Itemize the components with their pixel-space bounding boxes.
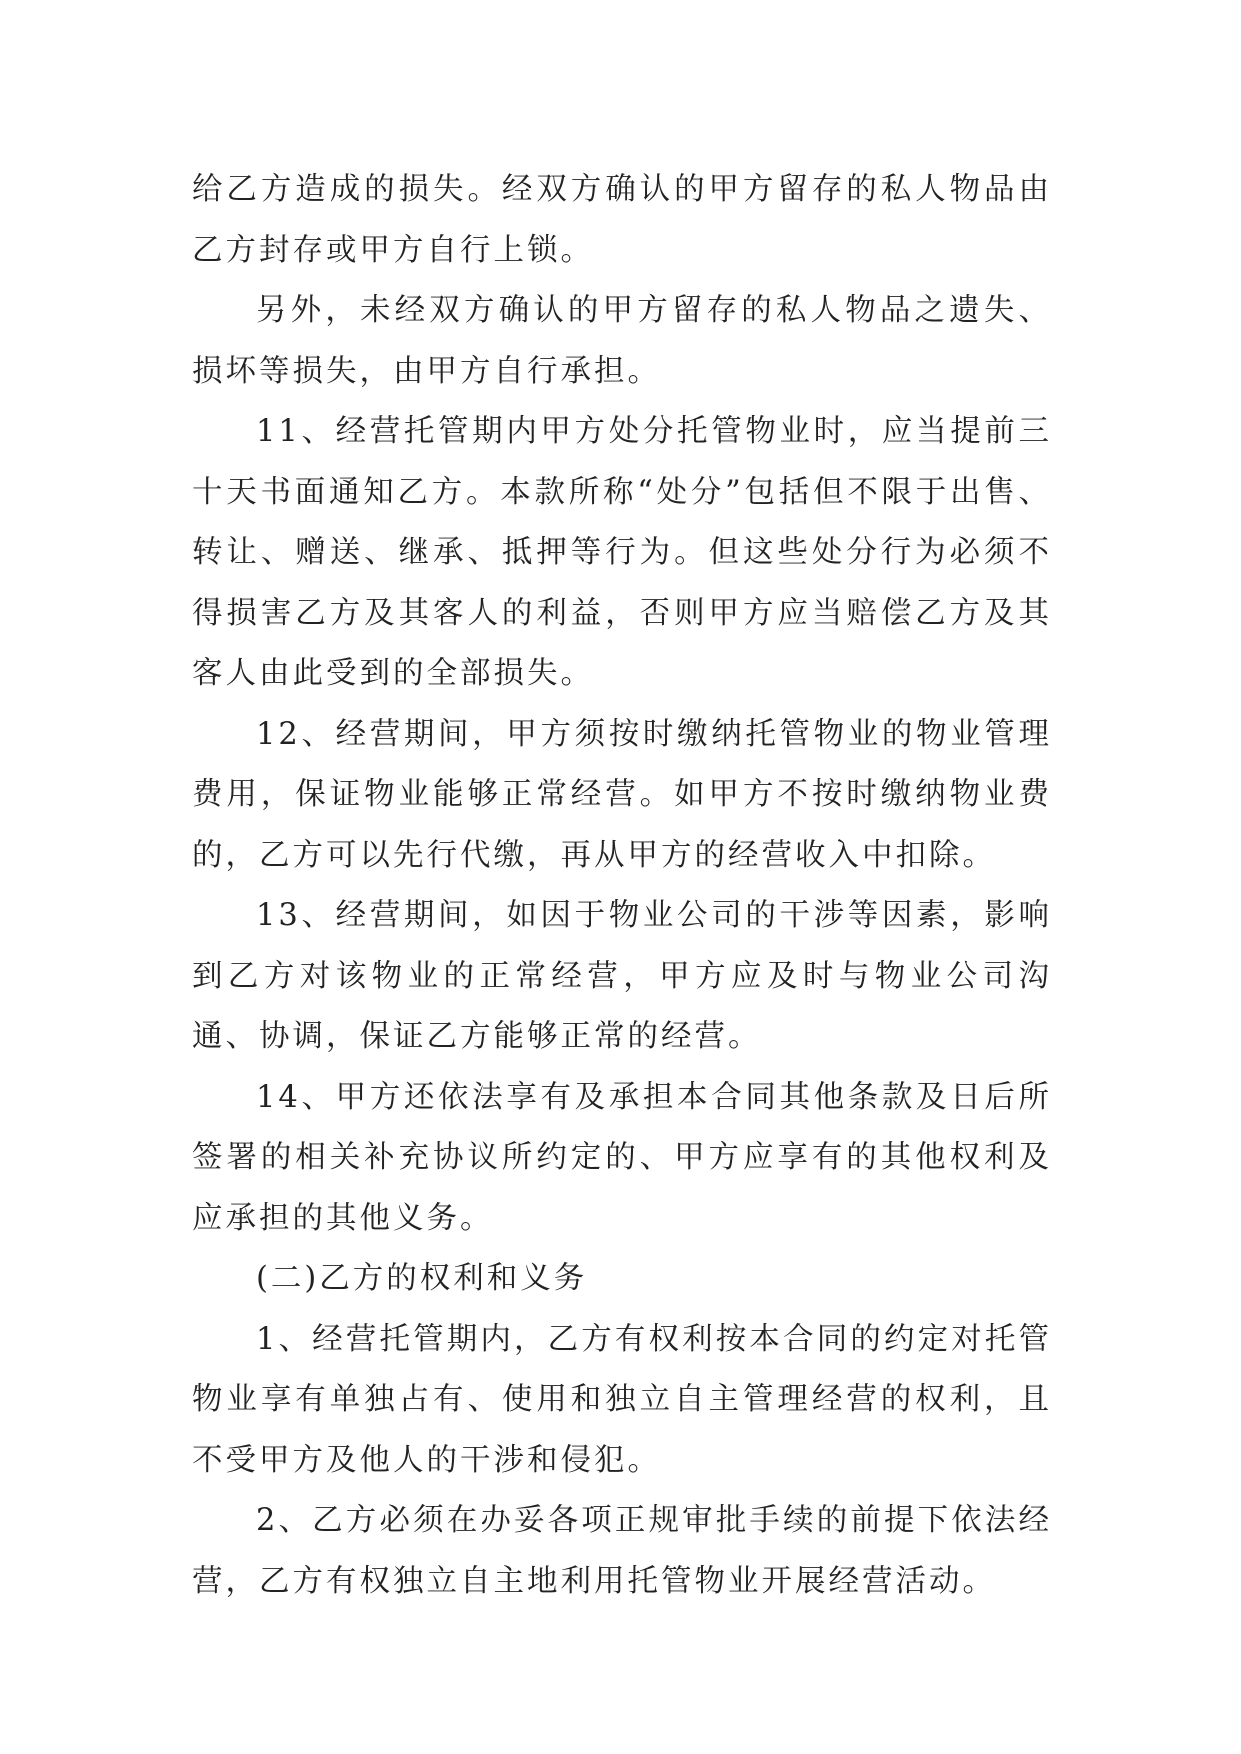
section-heading-party-b: (二)乙方的权利和义务: [256, 1261, 588, 1296]
paragraph-clause-12: 12、经营期间，甲方须按时缴纳托管物业的物业管理费用，保证物业能够正常经营。如甲方不按时缴纳物业费的，乙方可以先行代缴，再从甲方的经营收入中扣除。: [192, 716, 1052, 873]
paragraph-clause-13: 13、经营期间，如因于物业公司的干涉等因素，影响到乙方对该物业的正常经营，甲方应及时与物业公司沟通、协调，保证乙方能够正常的经营。: [192, 898, 1052, 1054]
paragraph-party-b-clause-2: 2、乙方必须在办妥各项正规审批手续的前提下依法经营，乙方有权独立自主地利用托管物业开展经营活动。: [192, 1503, 1052, 1599]
paragraph-party-b-clause-1: 1、经营托管期内，乙方有权利按本合同的约定对托管物业享有单独占有、使用和独立自主管理经营的权利，且不受甲方及他人的干涉和侵犯。: [192, 1321, 1052, 1478]
paragraph-loss-continuation: 给乙方造成的损失。经双方确认的甲方留存的私人物品由乙方封存或甲方自行上锁。: [192, 172, 1052, 268]
paragraph-clause-11: 11、经营托管期内甲方处分托管物业时，应当提前三十天书面通知乙方。本款所称“处分”包括但不限于出售、转让、赠送、继承、抵押等行为。但这些处分行为必须不得损害乙方及其客人的利益，否则甲方应当赔偿乙方及其客人由此受到的全部损失。: [192, 414, 1052, 691]
document-body: [192, 160, 1052, 1612]
paragraph-unconfirmed-items: 另外，未经双方确认的甲方留存的私人物品之遗失、损坏等损失，由甲方自行承担。: [192, 293, 1052, 389]
paragraph-clause-14: 14、甲方还依法享有及承担本合同其他条款及日后所签署的相关补充协议所约定的、甲方应享有的其他权利及应承担的其他义务。: [192, 1079, 1052, 1236]
